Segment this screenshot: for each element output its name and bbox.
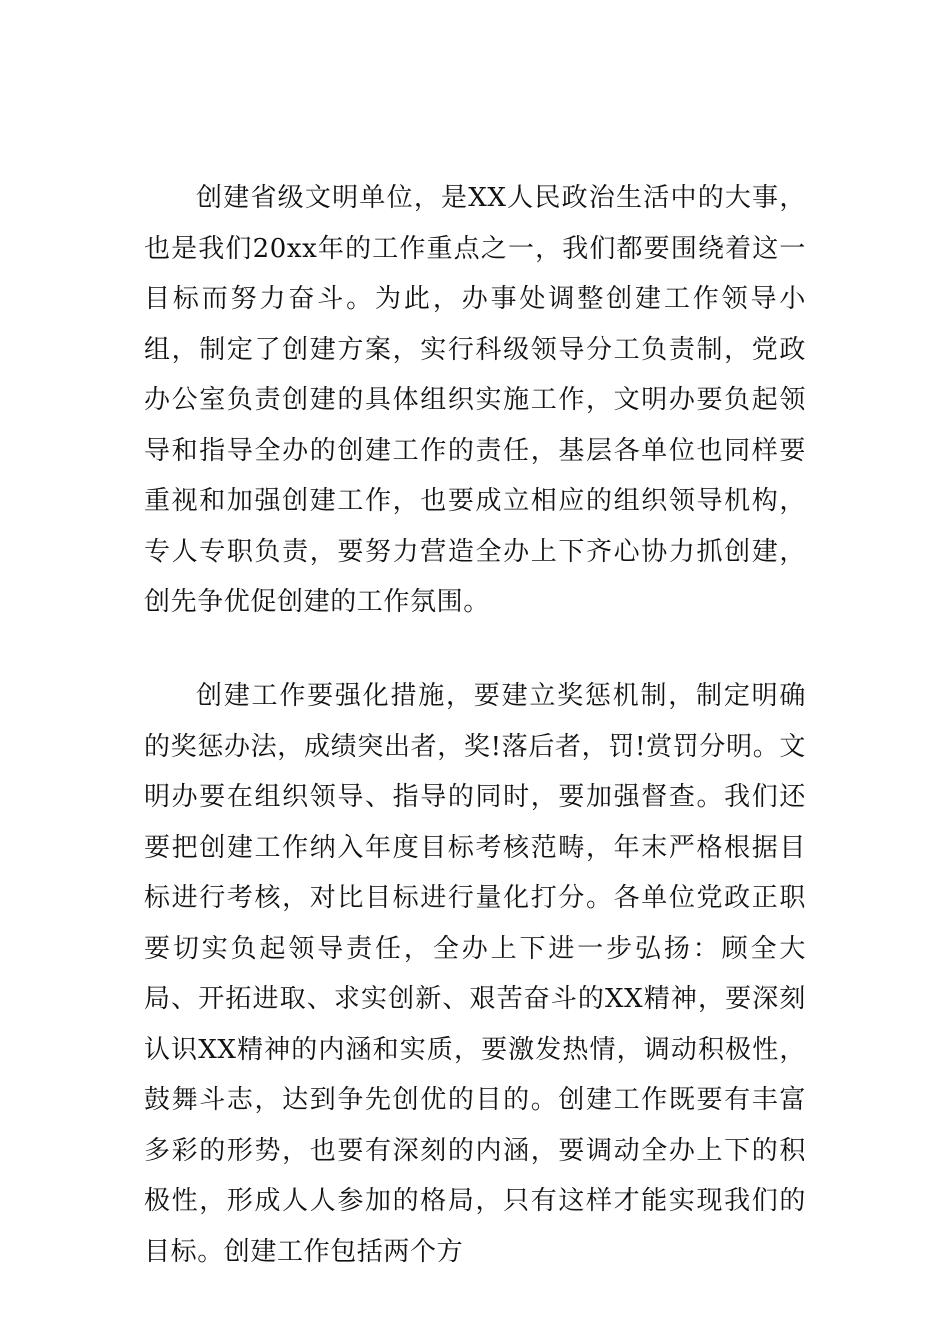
- body-paragraph-2: 创建工作要强化措施，要建立奖惩机制，制定明确的奖惩办法，成绩突出者，奖!落后者，罚!赏罚分明。文明办要在组织领导、指导的同时，要加强督查。我们还要把创建工作纳入年度目标考核范畴，年末严格根据目标进行考核，对比目标进行量化打分。各单位党政正职要切实负起领导责任，全办上下进一步弘扬：顾全大局、开拓进取、求实创新、艰苦奋斗的XX精神，要深刻认识XX精神的内涵和实质，要激发热情，调动积极性，鼓舞斗志，达到争先创优的目的。创建工作既要有丰富多彩的形势，也要有深刻的内涵，要调动全办上下的积极性，形成人人参加的格局，只有这样才能实现我们的目标。创建工作包括两个方: [144, 681, 806, 1267]
- body-paragraph-1: 创建省级文明单位，是XX人民政治生活中的大事，也是我们20xx年的工作重点之一，我们都要围绕着这一目标而努力奋斗。为此，办事处调整创建工作领导小组，制定了创建方案，实行科级领导分工负责制，党政办公室负责创建的具体组织实施工作，文明办要负起领导和指导全办的创建工作的责任，基层各单位也同样要重视和加强创建工作，也要成立相应的组织领导机构，专人专职负责，要努力营造全办上下齐心协力抓创建，创先争优促创建的工作氛围。: [144, 183, 806, 617]
